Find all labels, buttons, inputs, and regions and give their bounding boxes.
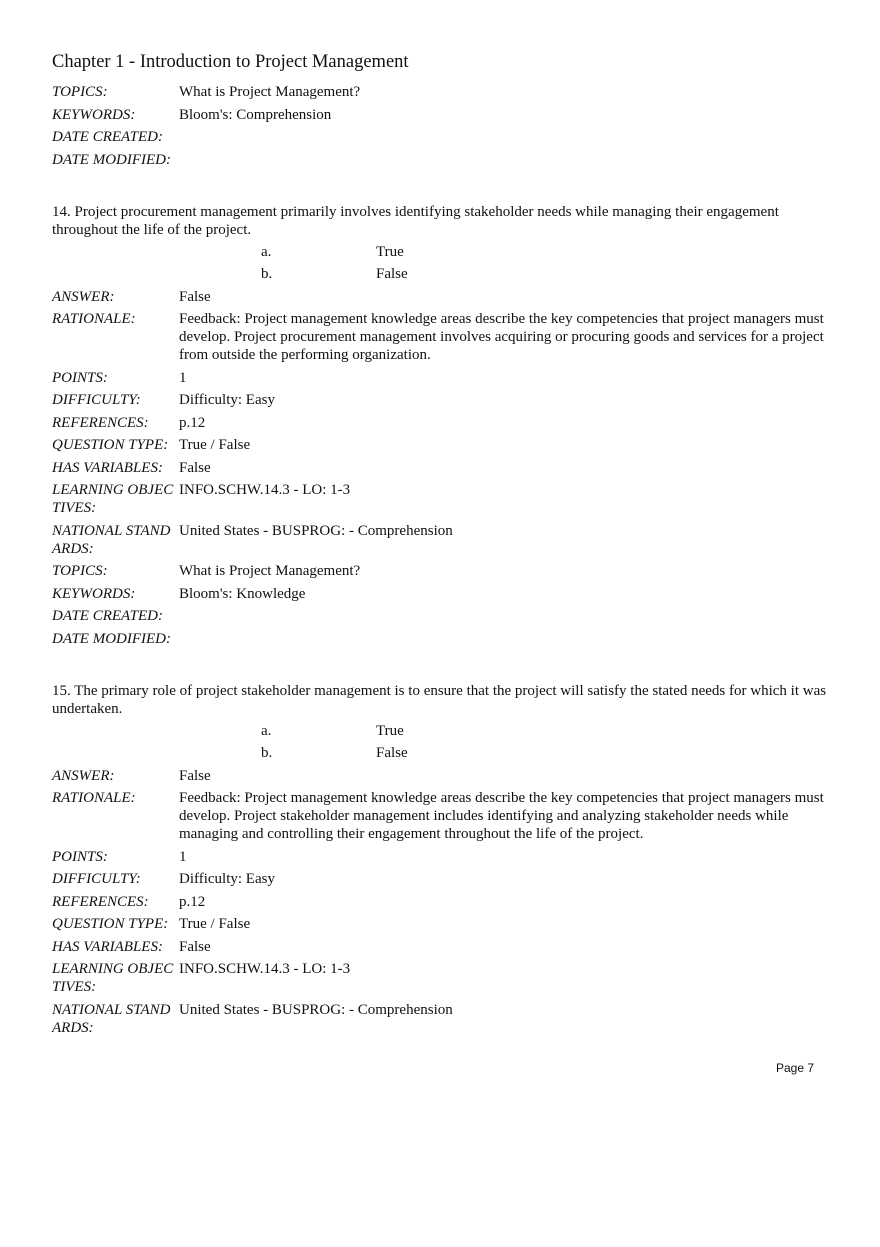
references-value: p.12 [179, 414, 206, 431]
points-value: 1 [179, 369, 187, 386]
choice-b [52, 744, 832, 762]
choice-b [52, 265, 832, 283]
rationale-row [52, 310, 832, 364]
rationale-value: Feedback: Project management knowledge areas describe the key competencies that project managers must develop. Project stakeholder management includes identifying and analyzing stakeholder needs while managing and controlling their engagement throughout the life of the project. [179, 790, 824, 842]
date-created-row [52, 607, 832, 625]
choice-letter: b. [261, 266, 273, 282]
document-page [52, 50, 832, 1041]
national-standards-label: NATIONAL STANDARDS: [52, 1001, 171, 1036]
choice-letter: a. [261, 243, 272, 260]
keywords-row [52, 106, 832, 124]
answer-row [52, 288, 832, 306]
learning-objectives-value: INFO.SCHW.14.3 - LO: 1-3 [179, 961, 351, 977]
points-label: POINTS: [52, 848, 108, 865]
difficulty-label: DIFFICULTY: [52, 871, 141, 887]
question-text: 14. Project procurement management primarily involves identifying stakeholder needs while managing their engagement throughout the life of the project. [52, 203, 779, 238]
answer-row [52, 767, 832, 785]
choice-text: True [376, 722, 404, 739]
has-variables-row [52, 459, 832, 477]
national-standards-value: United States - BUSPROG: - Comprehension [179, 1001, 453, 1018]
difficulty-value: Difficulty: Easy [179, 871, 275, 887]
answer-label: ANSWER: [52, 767, 115, 784]
choice-text: False [376, 266, 408, 282]
choice-text: True [376, 243, 404, 260]
question-type-row [52, 436, 832, 454]
topics-label: TOPICS: [52, 563, 108, 579]
date-created-label: DATE CREATED: [52, 129, 163, 145]
topics-row [52, 83, 832, 101]
references-label: REFERENCES: [52, 893, 149, 910]
date-created-label: DATE CREATED: [52, 608, 163, 624]
answer-value: False [179, 288, 211, 305]
question-type-label: QUESTION TYPE: [52, 916, 169, 932]
difficulty-label: DIFFICULTY: [52, 392, 141, 408]
points-value: 1 [179, 848, 187, 865]
keywords-value: Bloom's: Knowledge [179, 585, 306, 602]
topics-row [52, 562, 832, 580]
choice-a [52, 722, 832, 740]
date-modified-row [52, 151, 832, 169]
points-row [52, 848, 832, 866]
keywords-value: Bloom's: Comprehension [179, 106, 332, 123]
choice-letter: b. [261, 745, 273, 761]
points-row [52, 369, 832, 387]
date-created-value [179, 128, 832, 146]
choice-letter: a. [261, 722, 272, 739]
keywords-row [52, 585, 832, 603]
date-created-value [179, 607, 832, 625]
question-15 [52, 682, 832, 1037]
choice-text: False [376, 745, 408, 761]
learning-objectives-row [52, 481, 832, 517]
rationale-label: RATIONALE: [52, 790, 136, 806]
answer-label: ANSWER: [52, 288, 115, 305]
difficulty-value: Difficulty: Easy [179, 392, 275, 408]
national-standards-row [52, 522, 832, 558]
topics-value: What is Project Management? [179, 563, 361, 579]
has-variables-label: HAS VARIABLES: [52, 938, 163, 955]
topics-value: What is Project Management? [179, 84, 361, 100]
question-type-value: True / False [179, 437, 251, 453]
references-row [52, 414, 832, 432]
has-variables-value: False [179, 938, 211, 955]
has-variables-value: False [179, 459, 211, 476]
learning-objectives-value: INFO.SCHW.14.3 - LO: 1-3 [179, 482, 351, 498]
keywords-label: KEYWORDS: [52, 585, 136, 602]
difficulty-row [52, 391, 832, 409]
question-14 [52, 203, 832, 648]
date-modified-value [179, 630, 832, 648]
date-modified-label: DATE MODIFIED: [52, 630, 171, 647]
date-modified-row [52, 630, 832, 648]
question-type-label: QUESTION TYPE: [52, 437, 169, 453]
rationale-row [52, 789, 832, 843]
difficulty-row [52, 870, 832, 888]
answer-value: False [179, 767, 211, 784]
page-number: Page 7 [776, 1061, 815, 1075]
national-standards-row [52, 1001, 832, 1037]
date-modified-value [179, 151, 832, 169]
learning-objectives-row [52, 960, 832, 996]
rationale-value: Feedback: Project management knowledge areas describe the key competencies that project managers must develop. Project procurement management involves acquiring or procuring goods and services for a project from outside the performing organization. [179, 311, 824, 363]
date-created-row [52, 128, 832, 146]
references-value: p.12 [179, 893, 206, 910]
references-row [52, 893, 832, 911]
question-type-value: True / False [179, 916, 251, 932]
date-modified-label: DATE MODIFIED: [52, 151, 171, 168]
has-variables-label: HAS VARIABLES: [52, 459, 163, 476]
chapter-title: Chapter 1 - Introduction to Project Management [52, 52, 409, 72]
national-standards-value: United States - BUSPROG: - Comprehension [179, 522, 453, 539]
keywords-label: KEYWORDS: [52, 106, 136, 123]
question-text: 15. The primary role of project stakeholder management is to ensure that the project will satisfy the stated needs for which it was undertaken. [52, 682, 827, 717]
question-type-row [52, 915, 832, 933]
learning-objectives-label: LEARNING OBJECTIVES: [52, 961, 174, 995]
topics-label: TOPICS: [52, 84, 108, 100]
choice-a [52, 243, 832, 261]
national-standards-label: NATIONAL STANDARDS: [52, 522, 171, 557]
points-label: POINTS: [52, 369, 108, 386]
has-variables-row [52, 938, 832, 956]
prev-question-tail [52, 83, 832, 169]
references-label: REFERENCES: [52, 414, 149, 431]
rationale-label: RATIONALE: [52, 311, 136, 327]
learning-objectives-label: LEARNING OBJECTIVES: [52, 482, 174, 516]
